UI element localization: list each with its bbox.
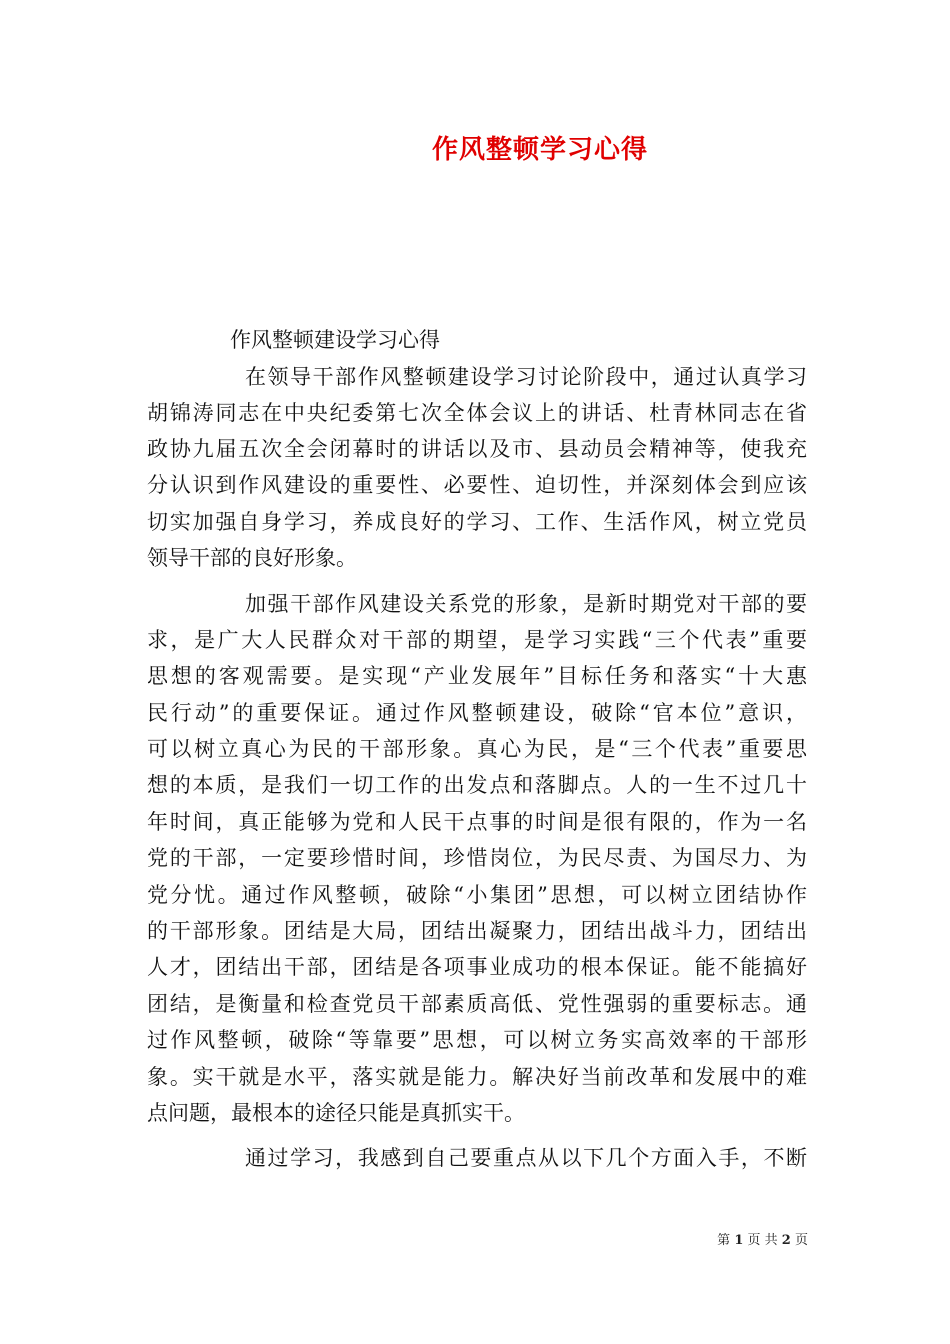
paragraph-1-line-4: 分认识到作风建设的重要性、必要性、迫切性，并深刻体会到应该 <box>147 473 807 497</box>
paragraph-2-line-5: 可以树立真心为民的干部形象。真心为民，是“三个代表”重要思 <box>147 737 807 761</box>
paragraph-1-line-5: 切实加强自身学习，养成良好的学习、工作、生活作风，树立党员 <box>147 510 807 534</box>
footer-current-page: 1 <box>734 1233 744 1248</box>
paragraph-2-line-9: 党分忧。通过作风整顿，破除“小集团”思想，可以树立团结协作 <box>147 883 807 907</box>
document-subtitle: 作风整顿建设学习心得 <box>230 328 440 352</box>
paragraph-2-line-12: 团结，是衡量和检查党员干部素质高低、党性强弱的重要标志。通 <box>147 992 807 1016</box>
footer-total-pages: 2 <box>781 1233 791 1248</box>
page-footer <box>717 1232 808 1250</box>
paragraph-2-line-1: 加强干部作风建设关系党的形象，是新时期党对干部的要 <box>245 592 807 616</box>
paragraph-2-line-3: 思想的客观需要。是实现“产业发展年”目标任务和落实“十大惠 <box>147 664 807 688</box>
paragraph-2-line-8: 党的干部，一定要珍惜时间，珍惜岗位，为民尽责、为国尽力、为 <box>147 846 807 870</box>
paragraph-2-line-7: 年时间，真正能够为党和人民干点事的时间是很有限的，作为一名 <box>147 810 807 834</box>
paragraph-2-line-10: 的干部形象。团结是大局，团结出凝聚力，团结出战斗力，团结出 <box>147 919 807 943</box>
footer-suffix: 页 <box>794 1233 808 1248</box>
paragraph-1-line-1: 在领导干部作风整顿建设学习讨论阶段中，通过认真学习 <box>245 365 807 389</box>
paragraph-1-line-3: 政协九届五次全会闭幕时的讲话以及市、县动员会精神等，使我充 <box>147 437 807 461</box>
paragraph-2-line-15: 点问题，最根本的途径只能是真抓实干。 <box>147 1101 525 1125</box>
paragraph-3-line-1: 通过学习，我感到自己要重点从以下几个方面入手，不断 <box>245 1146 807 1170</box>
paragraph-2-line-4: 民行动”的重要保证。通过作风整顿建设，破除“官本位”意识， <box>147 701 807 725</box>
paragraph-1-line-2: 胡锦涛同志在中央纪委第七次全体会议上的讲话、杜青林同志在省 <box>147 401 807 425</box>
paragraph-2-line-6: 想的本质，是我们一切工作的出发点和落脚点。人的一生不过几十 <box>147 773 807 797</box>
paragraph-2-line-13: 过作风整顿，破除“等靠要”思想，可以树立务实高效率的干部形 <box>147 1028 807 1052</box>
paragraph-2-line-11: 人才，团结出干部，团结是各项事业成功的根本保证。能不能搞好 <box>147 955 807 979</box>
paragraph-2-line-14: 象。实干就是水平，落实就是能力。解决好当前改革和发展中的难 <box>147 1065 807 1089</box>
document-title: 作风整顿学习心得 <box>431 135 648 165</box>
paragraph-1-line-6: 领导干部的良好形象。 <box>147 546 357 570</box>
paragraph-2-line-2: 求，是广大人民群众对干部的期望，是学习实践“三个代表”重要 <box>147 628 807 652</box>
footer-middle: 页 共 <box>747 1233 778 1248</box>
footer-prefix: 第 <box>717 1233 731 1248</box>
